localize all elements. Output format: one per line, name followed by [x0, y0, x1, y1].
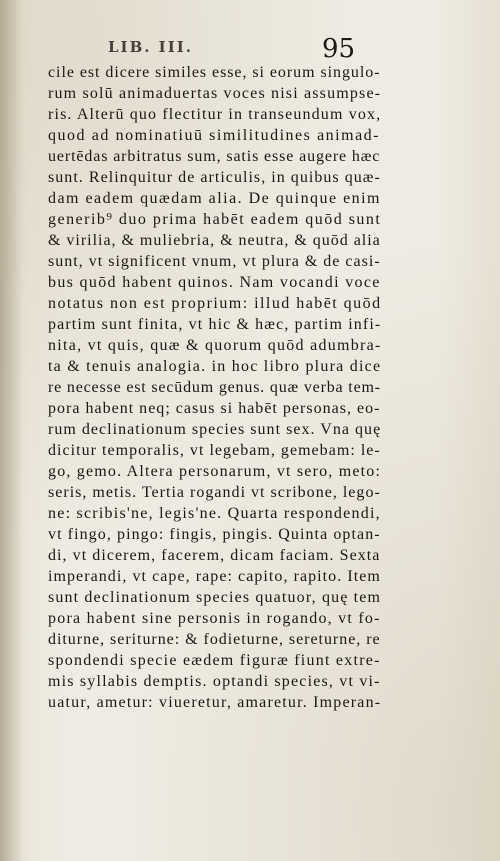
page-number: 95 [322, 34, 356, 64]
text-line: ta & tenuis analogia. in hoc libro plura dice [48, 358, 382, 375]
text-line: vt fingo, pingo: fingis, pingis. Quinta optan- [48, 526, 381, 543]
text-line: partim sunt finita, vt hic & hæc, partim infi- [48, 316, 382, 333]
text-line: sunt declinationum species quatuor, quę tem [48, 589, 382, 606]
text-line: mis syllabis demptis. optandi species, vt vi- [48, 673, 381, 690]
text-line: rum solū animaduertas voces nisi assumpse- [48, 85, 382, 102]
text-line: dam eadem quædam alia. De quinque enim [48, 190, 381, 207]
text-line: di, vt dicerem, facerem, dicam faciam. Sexta [48, 547, 381, 564]
body-text [48, 62, 380, 713]
text-line: rum declinationum species sunt sex. Vna quę [48, 421, 382, 438]
gutter-shadow [0, 0, 22, 861]
text-line: generib⁹ duo prima habēt eadem quōd sunt [48, 211, 382, 228]
page-header [108, 38, 358, 62]
text-line: & virilia, & muliebria, & neutra, & quōd alia [48, 232, 381, 249]
text-line: sunt, vt significent vnum, vt plura & de casi- [48, 253, 381, 270]
text-line: spondendi specie eædem figuræ fiunt extre- [48, 652, 381, 669]
text-line: re necesse est secūdum genus. quæ verba tem- [48, 379, 381, 396]
text-line: notatus non est proprium: illud habēt quōd [48, 295, 382, 312]
text-line: imperandi, vt cape, rape: capito, rapito. Item [48, 568, 381, 585]
text-line: nita, vt quis, quæ & quorum quōd adumbra- [48, 337, 382, 354]
text-line: bus quōd habent quinos. Nam vocandi voce [48, 274, 381, 291]
text-line: uatur, ametur: viueretur, amaretur. Imperan- [48, 694, 382, 711]
text-line: pora habent sine personis in rogando, vt fo- [48, 610, 381, 627]
text-line: ne: scribis'ne, legis'ne. Quarta respondendi, [48, 505, 381, 522]
text-line: seris, metis. Tertia rogandi vt scribone, lego- [48, 484, 381, 501]
text-line: quod ad nominatiuū similitudines animad- [48, 127, 380, 144]
running-head: LIB. III. [108, 38, 193, 56]
text-line: pora habent neq; casus si habēt personas, eo- [48, 400, 381, 417]
text-line: dicitur temporalis, vt legebam, gemebam: le- [48, 442, 381, 459]
text-line: ris. Alterū quo flectitur in transeundum vox, [48, 106, 382, 123]
text-line: sunt. Relinquitur de articulis, in quibus quæ- [48, 169, 381, 186]
text-line: uertēdas arbitratus sum, satis esse augere hæc [48, 148, 381, 165]
text-line: diturne, seriturne: & fodieturne, sereturne, re [48, 631, 381, 648]
text-line: go, gemo. Altera personarum, vt sero, meto: [48, 463, 382, 480]
text-line: cile est dicere similes esse, si eorum singulo- [48, 64, 381, 81]
